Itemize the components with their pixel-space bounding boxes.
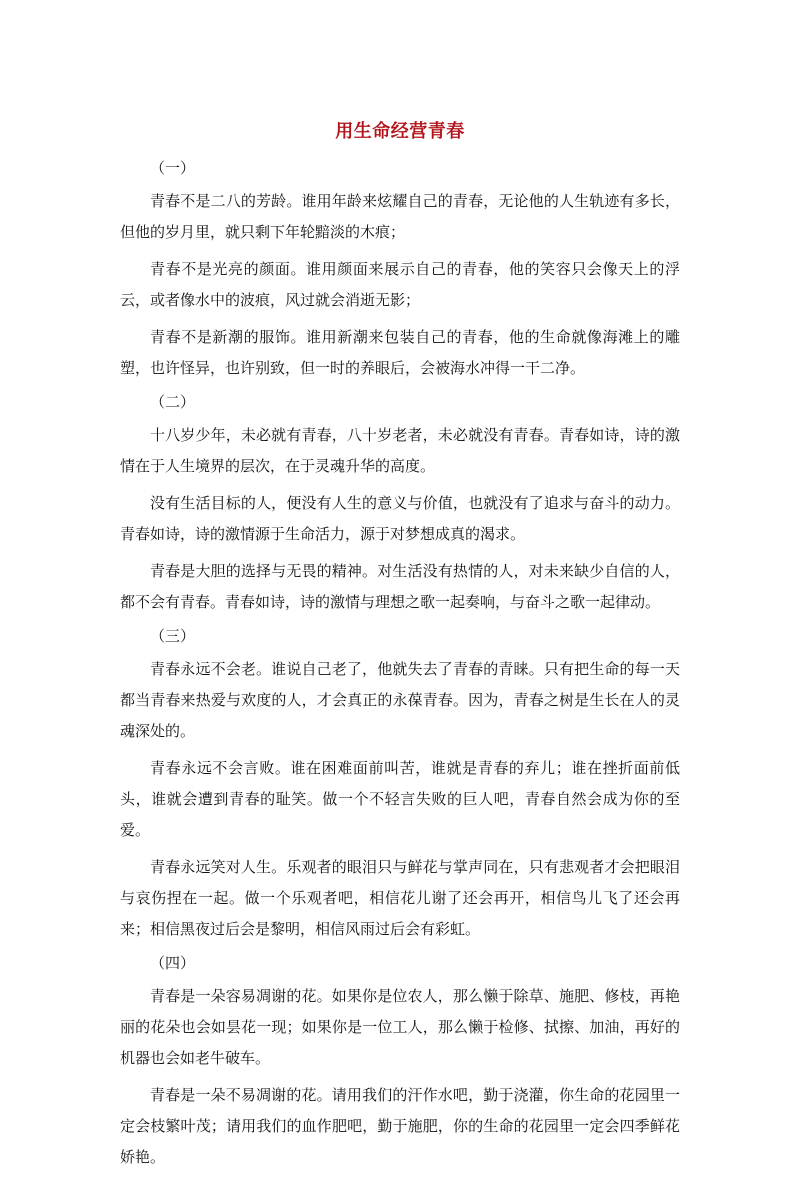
section-1 — [120, 156, 680, 384]
paragraph: 青春是一朵容易凋谢的花。如果你是位农人，那么懒于除草、施肥、修枝，再艳丽的花朵也会如昙花一现；如果你是一位工人，那么懒于检修、拭擦、加油，再好的机器也会如老牛破车。 — [120, 987, 680, 1067]
paragraph: 青春不是新潮的服饰。谁用新潮来包装自己的青春，他的生命就像海滩上的雕塑，也许怪异，也许别致，但一时的养眼后，会被海水冲得一干二净。 — [120, 328, 680, 377]
paragraph: 青春永远不会老。谁说自己老了，他就失去了青春的青睐。只有把生命的每一天都当青春来热爱与欢度的人，才会真正的永葆青春。因为，青春之树是生长在人的灵魂深处的。 — [120, 660, 680, 740]
paragraph: 青春永远不会言败。谁在困难面前叫苦，谁就是青春的弃儿；谁在挫折面前低头，谁就会遭到青春的耻笑。做一个不轻言失败的巨人吧，青春自然会成为你的至爱。 — [120, 759, 680, 839]
paragraph: 青春不是光亮的颜面。谁用颜面来展示自己的青春，他的笑容只会像天上的浮云，或者像水中的波痕，风过就会消逝无影； — [120, 260, 680, 309]
document-title: 用生命经营青春 — [335, 121, 465, 142]
paragraph: 没有生活目标的人，便没有人生的意义与价值，也就没有了追求与奋斗的动力。青春如诗，诗的激情源于生命活力，源于对梦想成真的渴求。 — [120, 494, 680, 543]
section-4 — [120, 951, 680, 1173]
section-2 — [120, 390, 680, 618]
section-3 — [120, 624, 680, 945]
section-heading: （三） — [150, 627, 196, 645]
section-heading: （二） — [150, 393, 196, 411]
paragraph: 十八岁少年，未必就有青春，八十岁老者，未必就没有青春。青春如诗，诗的激情在于人生境界的层次，在于灵魂升华的高度。 — [120, 426, 680, 475]
document-page — [120, 118, 680, 1179]
paragraph: 青春是大胆的选择与无畏的精神。对生活没有热情的人，对未来缺少自信的人，都不会有青春。青春如诗，诗的激情与理想之歌一起奏响，与奋斗之歌一起律动。 — [120, 562, 680, 611]
section-heading: （一） — [150, 159, 196, 177]
paragraph: 青春不是二八的芳龄。谁用年龄来炫耀自己的青春，无论他的人生轨迹有多长，但他的岁月里，就只剩下年轮黯淡的木痕； — [120, 192, 680, 241]
paragraph: 青春永远笑对人生。乐观者的眼泪只与鲜花与掌声同在，只有悲观者才会把眼泪与哀伤捏在一起。做一个乐观者吧，相信花儿谢了还会再开，相信鸟儿飞了还会再来；相信黑夜过后会是黎明，相信风雨过后会有彩虹。 — [120, 858, 680, 938]
section-heading: （四） — [150, 954, 196, 972]
paragraph: 青春是一朵不易凋谢的花。请用我们的汗作水吧，勤于浇灌，你生命的花园里一定会枝繁叶茂；请用我们的血作肥吧，勤于施肥，你的生命的花园里一定会四季鲜花娇艳。 — [120, 1086, 680, 1166]
